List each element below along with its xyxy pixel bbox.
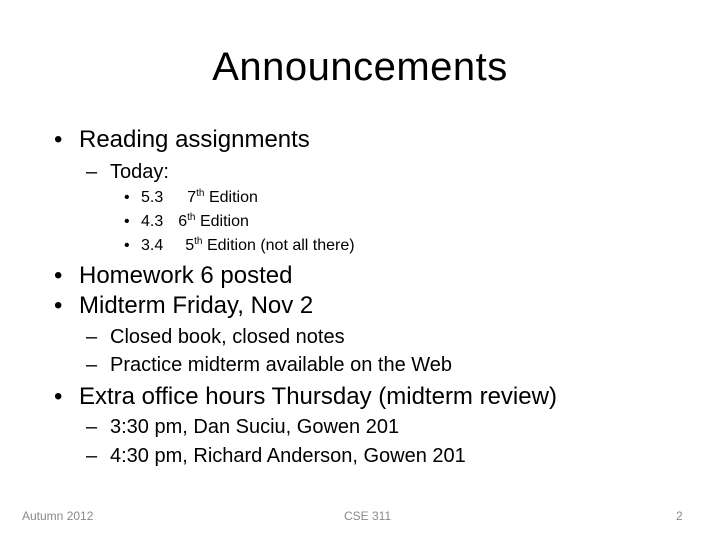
- bullet-marker: •: [54, 126, 63, 153]
- section-number: 3.4: [141, 237, 164, 254]
- office-hours-slot-1: 3:30 pm, Dan Suciu, Gowen 201: [110, 416, 400, 438]
- section-number: 4.3: [141, 213, 164, 230]
- edition-label: Edition: [195, 213, 249, 230]
- footer-page-number: 2: [676, 509, 683, 523]
- bullet-marker: •: [54, 292, 63, 319]
- footer-date: Autumn 2012: [22, 509, 94, 523]
- dash-marker: –: [86, 416, 98, 438]
- reading-item-3: [141, 236, 355, 256]
- bullet-marker: •: [54, 383, 63, 410]
- reading-item-1: [141, 188, 258, 208]
- edition-number: 6: [178, 213, 188, 230]
- edition-number: 5: [185, 237, 195, 254]
- bullet-closed-book: Closed book, closed notes: [110, 326, 345, 348]
- edition-label: Edition (not all there): [202, 237, 355, 254]
- bullet-office-hours: Extra office hours Thursday (midterm review): [79, 383, 557, 410]
- bullet-marker: •: [54, 262, 63, 289]
- section-number: 5.3: [141, 189, 164, 206]
- dash-marker: –: [86, 161, 98, 183]
- footer-course: CSE 311: [344, 509, 392, 523]
- office-hours-slot-2: 4:30 pm, Richard Anderson, Gowen 201: [110, 445, 466, 467]
- dash-marker: –: [86, 445, 98, 467]
- bullet-practice-midterm: Practice midterm available on the Web: [110, 354, 453, 376]
- bullet-midterm: Midterm Friday, Nov 2: [79, 292, 314, 319]
- edition-label: Edition: [204, 189, 258, 206]
- dash-marker: –: [86, 354, 98, 376]
- sub-bullet-marker: •: [124, 237, 130, 254]
- sub-bullet-marker: •: [124, 189, 130, 206]
- ordinal-suffix: th: [187, 212, 196, 223]
- bullet-today: Today:: [110, 161, 169, 183]
- sub-bullet-marker: •: [124, 213, 130, 230]
- bullet-reading-assignments: Reading assignments: [79, 126, 310, 153]
- reading-item-2: [141, 212, 249, 232]
- edition-number: 7: [187, 189, 197, 206]
- ordinal-suffix: th: [196, 188, 205, 199]
- slide-title: Announcements: [212, 45, 508, 89]
- ordinal-suffix: th: [194, 236, 203, 247]
- bullet-homework: Homework 6 posted: [79, 262, 293, 289]
- dash-marker: –: [86, 326, 98, 348]
